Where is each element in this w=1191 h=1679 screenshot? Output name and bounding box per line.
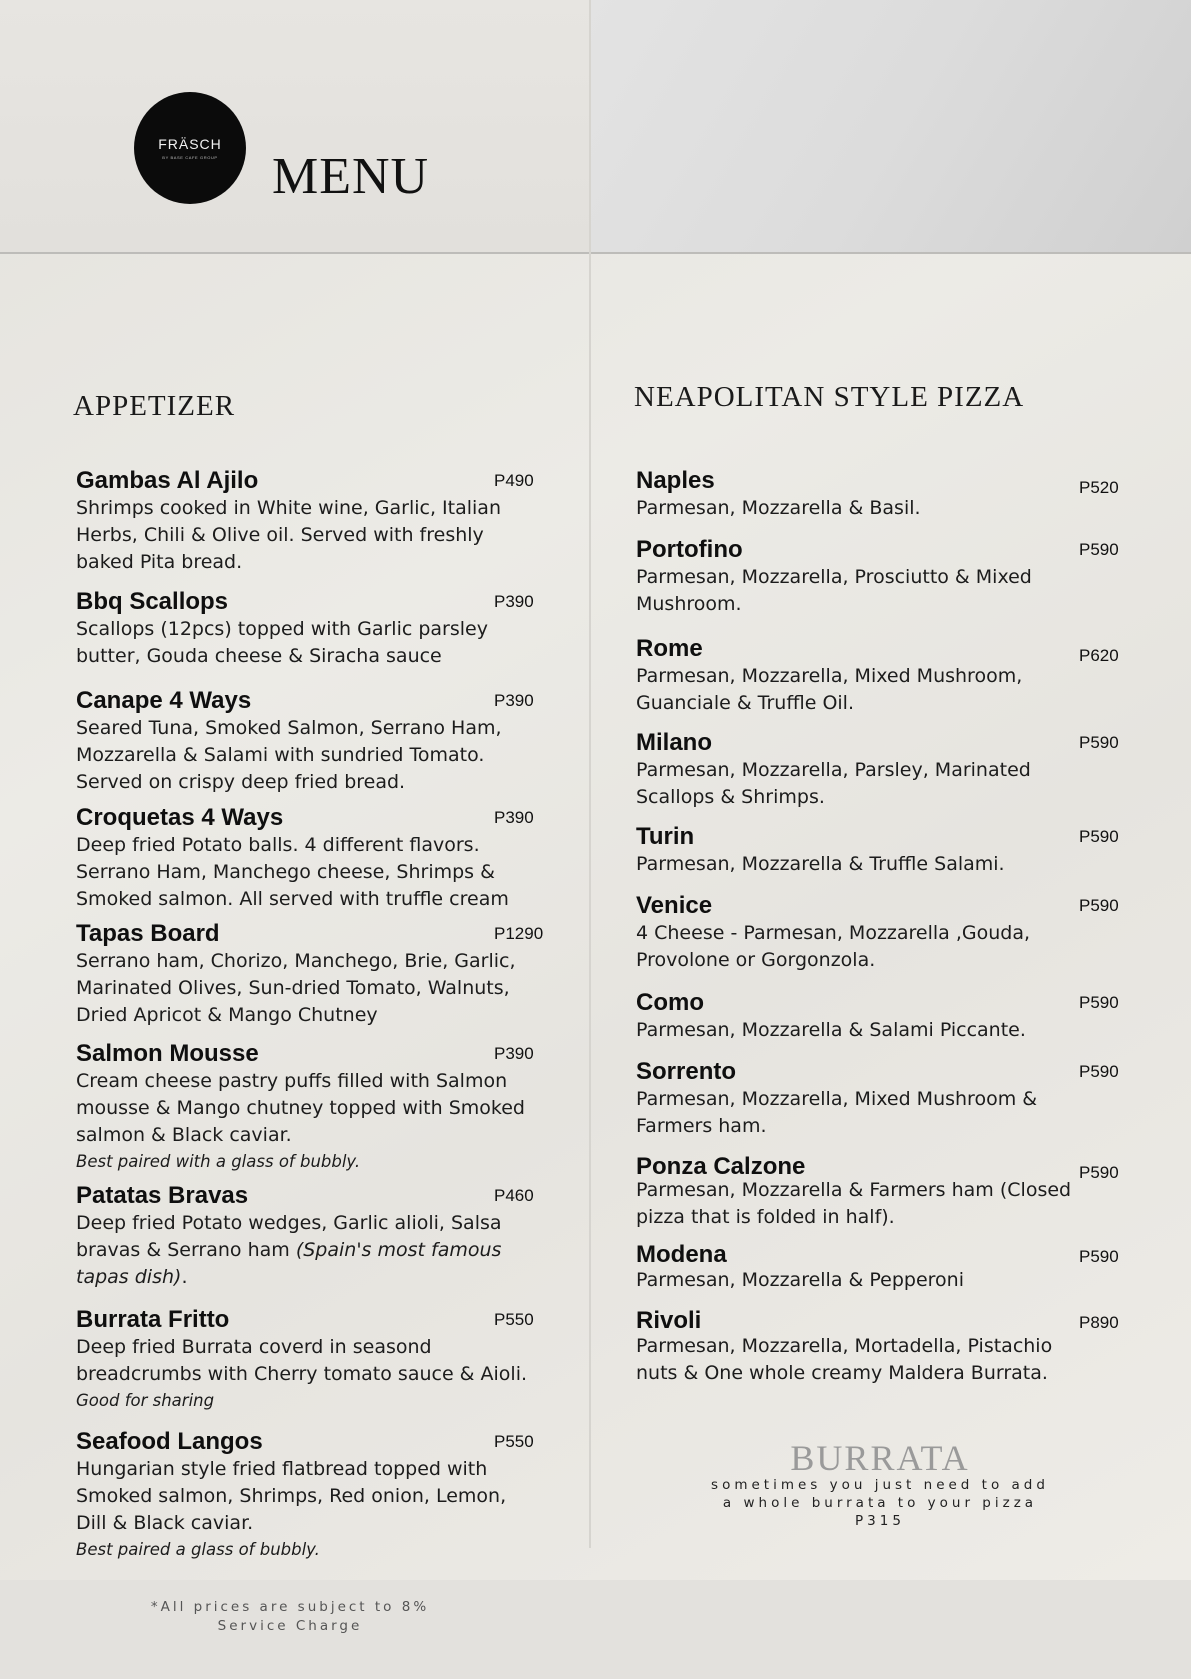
menu-item-portofino: [636, 536, 1136, 618]
item-description: Deep fried Burrata coverd in seasond: [76, 1336, 432, 1358]
item-note: Best paired a glass of bubbly.: [76, 1540, 320, 1559]
item-description: Mozzarella & Salami with sundried Tomato.: [76, 744, 485, 766]
menu-item-turin: [636, 823, 1136, 878]
item-description: Parmesan, Mozzarella & Truffle Salami.: [636, 853, 1005, 875]
menu-item-seafood-langos: [76, 1428, 538, 1563]
item-description: Parmesan, Mozzarella, Mixed Mushroom,: [636, 665, 1023, 687]
item-price: P490: [494, 471, 534, 490]
item-price: P590: [1079, 827, 1119, 846]
item-description: Smoked salmon. All served with truffle cream: [76, 888, 509, 910]
item-description: Shrimps cooked in White wine, Garlic, Italian: [76, 497, 501, 519]
logo-name: FRÄSCH: [158, 136, 222, 152]
item-name: Seafood Langos: [76, 1428, 263, 1455]
item-description: breadcrumbs with Cherry tomato sauce & Aioli.: [76, 1363, 528, 1385]
item-description: Deep fried Potato balls. 4 different flavors.: [76, 834, 480, 856]
item-description: Mushroom.: [636, 593, 742, 615]
menu-item-modena: [636, 1243, 1136, 1294]
item-description: Dried Apricot & Mango Chutney: [76, 1004, 378, 1026]
item-description: Hungarian style fried flatbread topped with: [76, 1458, 488, 1480]
item-price: P390: [494, 691, 534, 710]
item-price: P550: [494, 1432, 534, 1451]
item-price: P460: [494, 1186, 534, 1205]
burrata-addon: [700, 1440, 1060, 1530]
item-name: Naples: [636, 467, 715, 494]
item-description: Parmesan, Mozzarella, Parsley, Marinated: [636, 759, 1031, 781]
item-description: Deep fried Potato wedges, Garlic alioli, Salsa: [76, 1212, 502, 1234]
header-left-panel: [0, 0, 590, 253]
item-description-plain: bravas & Serrano ham: [76, 1239, 296, 1261]
item-name: Tapas Board: [76, 920, 220, 947]
item-description: Scallops (12pcs) topped with Garlic parsley: [76, 618, 488, 640]
item-name: Rivoli: [636, 1307, 702, 1334]
item-price: P1290: [494, 924, 544, 943]
menu-item-canape-4-ways: [76, 687, 538, 796]
item-name: Turin: [636, 823, 695, 850]
item-name: Gambas Al Ajilo: [76, 467, 259, 494]
item-description: nuts & One whole creamy Maldera Burrata.: [636, 1362, 1048, 1384]
item-price: P620: [1079, 646, 1119, 665]
item-price: P590: [1079, 1163, 1119, 1182]
item-description: Parmesan, Mozzarella, Prosciutto & Mixed: [636, 566, 1032, 588]
item-name: Como: [636, 989, 704, 1016]
item-price: P890: [1079, 1313, 1119, 1332]
item-description: Scallops & Shrimps.: [636, 786, 825, 808]
item-description: butter, Gouda cheese & Siracha sauce: [76, 645, 442, 667]
footnote-line: *All prices are subject to 8%: [150, 1599, 430, 1615]
menu-item-rome: [636, 635, 1136, 717]
item-description: Seared Tuna, Smoked Salmon, Serrano Ham,: [76, 717, 502, 739]
item-name: Milano: [636, 729, 712, 756]
item-description: salmon & Black caviar.: [76, 1124, 292, 1146]
item-description: Serrano Ham, Manchego cheese, Shrimps &: [76, 861, 495, 883]
header-right-panel: [590, 0, 1191, 253]
item-description: Smoked salmon, Shrimps, Red onion, Lemon,: [76, 1485, 507, 1507]
pizza-title: NEAPOLITAN STYLE PIZZA: [634, 381, 1025, 413]
item-description: Marinated Olives, Sun-dried Tomato, Walnuts,: [76, 977, 510, 999]
item-description: baked Pita bread.: [76, 551, 243, 573]
item-name: Burrata Fritto: [76, 1306, 230, 1333]
item-price: P590: [1079, 1062, 1119, 1081]
item-note: Best paired with a glass of bubbly.: [76, 1152, 361, 1171]
menu-item-tapas-board: [76, 920, 544, 1029]
item-price: P390: [494, 592, 534, 611]
menu-item-milano: [636, 729, 1136, 811]
item-description: Serrano ham, Chorizo, Manchego, Brie, Garlic,: [76, 950, 516, 972]
item-price: P590: [1079, 993, 1119, 1012]
item-name: Sorrento: [636, 1058, 737, 1085]
menu-item-rivoli: [636, 1309, 1136, 1387]
item-description: Parmesan, Mozzarella, Mixed Mushroom &: [636, 1088, 1038, 1110]
item-description: Cream cheese pastry puffs filled with Salmon: [76, 1070, 508, 1092]
item-description: Guanciale & Truffle Oil.: [636, 692, 854, 714]
menu-item-como: [636, 989, 1136, 1044]
menu-item-sorrento: [636, 1058, 1136, 1140]
burrata-text: a whole burrata to your pizza: [722, 1495, 1038, 1511]
menu-item-venice: [636, 892, 1136, 974]
footnote-line: Service Charge: [217, 1618, 363, 1634]
item-name: Portofino: [636, 536, 743, 563]
item-description: Parmesan, Mozzarella & Pepperoni: [636, 1269, 964, 1291]
column-divider: [589, 0, 591, 1548]
item-name: Bbq Scallops: [76, 588, 229, 615]
item-name: Venice: [636, 892, 713, 919]
appetizer-title: APPETIZER: [73, 390, 236, 422]
burrata-text: sometimes you just need to add: [711, 1477, 1049, 1493]
item-description: [76, 1264, 538, 1291]
item-name: Modena: [636, 1241, 727, 1268]
item-description: Parmesan, Mozzarella & Farmers ham (Closed: [636, 1179, 1072, 1201]
item-description: mousse & Mango chutney topped with Smoked: [76, 1097, 525, 1119]
menu-item-bbq-scallops: [76, 588, 538, 670]
item-description-emphasis: tapas dish): [76, 1266, 182, 1288]
menu-item-patatas-bravas: [76, 1182, 538, 1291]
item-price: P550: [494, 1310, 534, 1329]
item-name: Rome: [636, 635, 703, 662]
item-price: P590: [1079, 540, 1119, 559]
burrata-title: BURRATA: [790, 1438, 970, 1478]
item-description: Dill & Black caviar.: [76, 1512, 254, 1534]
item-name: Canape 4 Ways: [76, 687, 252, 714]
item-name: Salmon Mousse: [76, 1040, 259, 1067]
menu-item-naples: [636, 467, 1136, 522]
item-note: Good for sharing: [76, 1391, 215, 1410]
item-description: pizza that is folded in half).: [636, 1206, 895, 1228]
item-price: P590: [1079, 896, 1119, 915]
item-description: Parmesan, Mozzarella & Salami Piccante.: [636, 1019, 1026, 1041]
menu-item-burrata-fritto: [76, 1306, 538, 1414]
burrata-price: P315: [855, 1513, 905, 1529]
menu-item-croquetas-4-ways: [76, 804, 538, 913]
item-description-emphasis: (Spain's most famous: [295, 1239, 502, 1261]
item-price: P390: [494, 1044, 534, 1063]
item-description: Parmesan, Mozzarella & Basil.: [636, 497, 921, 519]
item-name: Patatas Bravas: [76, 1182, 249, 1209]
item-price: P590: [1079, 1247, 1119, 1266]
menu-item-salmon-mousse: [76, 1040, 538, 1175]
item-description: [76, 1237, 538, 1264]
brand-logo: [134, 92, 246, 204]
item-description: Provolone or Gorgonzola.: [636, 949, 876, 971]
item-description-plain: .: [181, 1266, 188, 1288]
header-divider: [0, 252, 1191, 254]
item-description: Farmers ham.: [636, 1115, 767, 1137]
item-description: Parmesan, Mozzarella, Mortadella, Pistachio: [636, 1335, 1053, 1357]
menu-item-ponza-calzone: [636, 1153, 1136, 1231]
item-name: Ponza Calzone: [636, 1153, 806, 1180]
service-charge-note: [130, 1598, 450, 1636]
item-price: P520: [1079, 478, 1119, 497]
menu-title: MENU: [272, 147, 430, 205]
menu-item-gambas-al-ajilo: [76, 467, 538, 576]
item-description: Herbs, Chili & Olive oil. Served with freshly: [76, 524, 484, 546]
item-price: P390: [494, 808, 534, 827]
item-description: 4 Cheese - Parmesan, Mozzarella ,Gouda,: [636, 922, 1031, 944]
item-description: Served on crispy deep fried bread.: [76, 771, 406, 793]
logo-subtitle: BY BASE CAFE GROUP: [162, 155, 218, 160]
item-name: Croquetas 4 Ways: [76, 804, 284, 831]
item-price: P590: [1079, 733, 1119, 752]
